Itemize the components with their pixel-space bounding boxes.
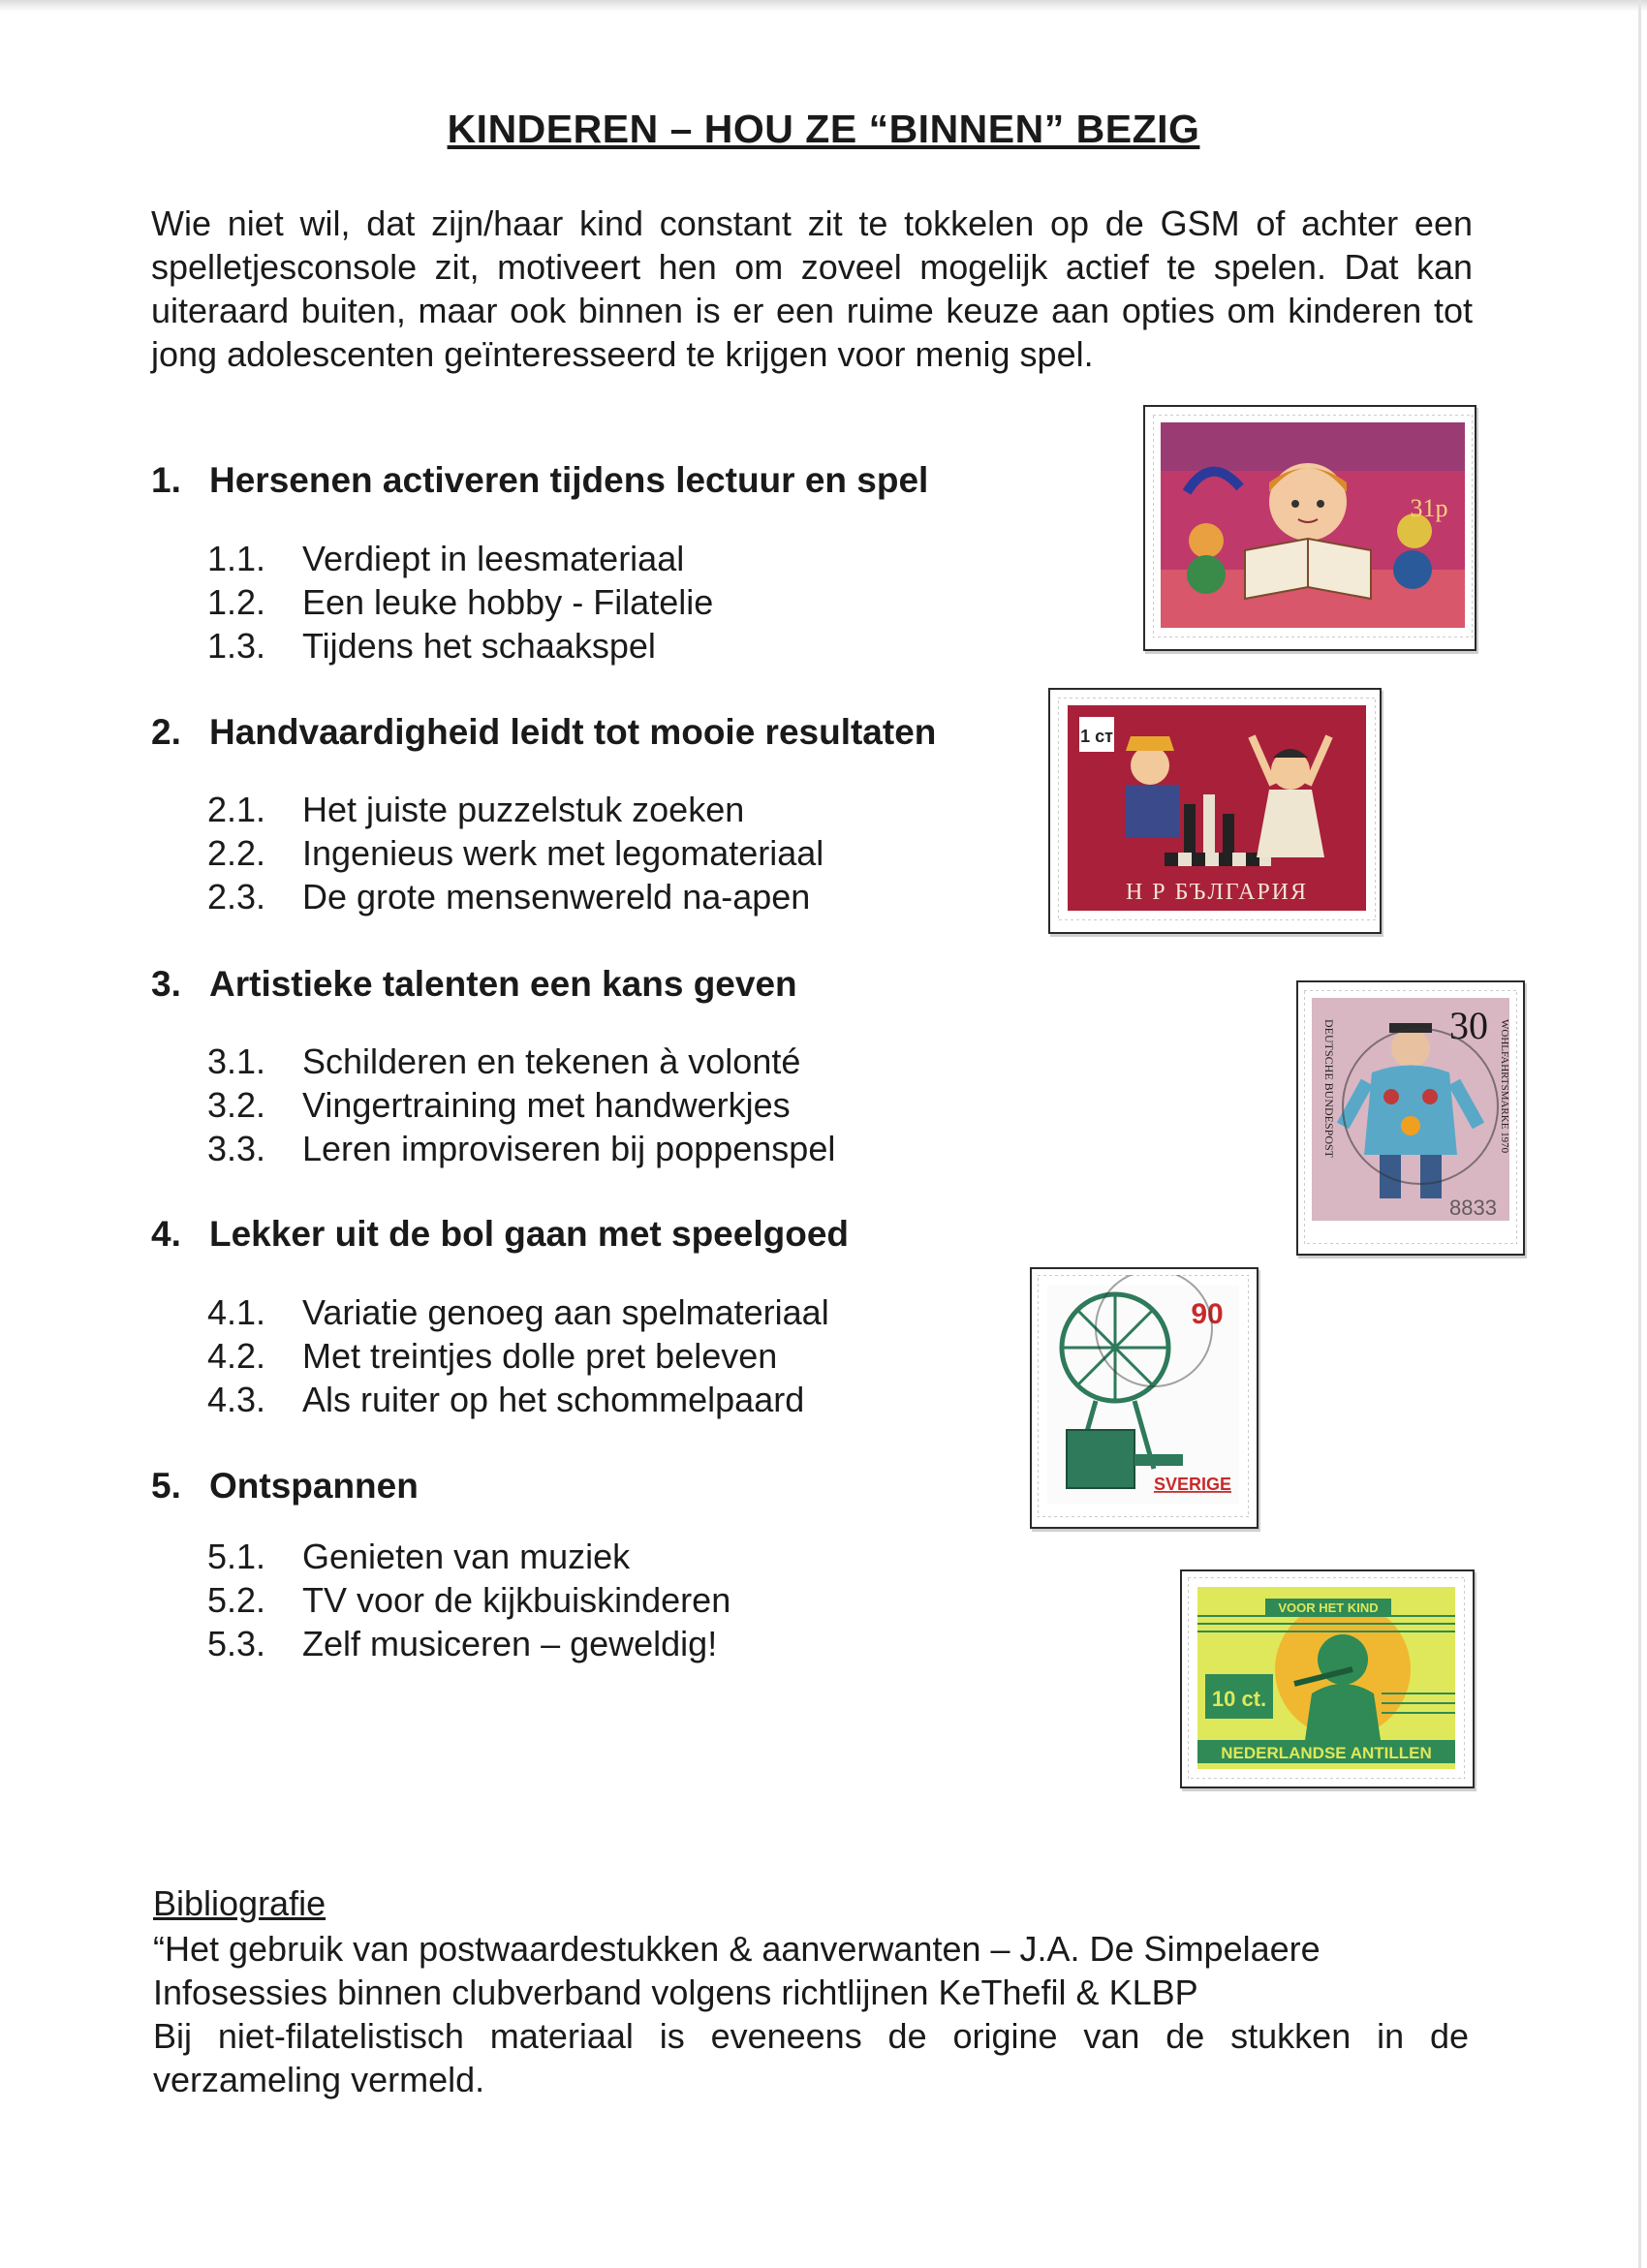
item-text: Met treintjes dolle pret beleven [302,1336,778,1376]
stamp-value: 31p [1410,494,1448,522]
list-item [207,1292,829,1333]
item-number: 1.1. [207,539,266,578]
stamp-caption: WOHLFAHRTSMARKE 1970 [1499,1019,1510,1154]
list-item [207,1085,791,1126]
section-heading-3 [151,964,797,1005]
stamp-artwork [1304,990,1517,1244]
stamp-value: 10 ct. [1211,1687,1267,1711]
item-text: Genieten van muziek [302,1537,631,1576]
stamp-sweden [1030,1267,1259,1529]
stamp-netherlands-antilles [1180,1569,1475,1788]
item-number: 2.3. [207,877,266,917]
list-item [207,582,713,623]
item-text: Als ruiter op het schommelpaard [302,1380,805,1419]
item-number: 4.1. [207,1292,266,1332]
bibliography-line: “Het gebruik van postwaardestukken & aanverwanten – J.A. De Simpelaere [153,1929,1321,1969]
scan-top-edge [0,0,1647,12]
item-number: 5.2. [207,1580,266,1620]
bibliography-line: verzameling vermeld. [153,2060,485,2099]
section-number: 3. [151,964,181,1004]
stamp-value: 90 [1191,1298,1224,1330]
list-item [207,1537,630,1577]
section-number: 1. [151,460,181,500]
list-item [207,539,684,579]
section-heading-5 [151,1466,419,1507]
item-number: 3.3. [207,1129,266,1168]
stamp-artwork [1188,1577,1465,1779]
stamp-germany [1296,980,1525,1256]
section-number: 5. [151,1466,181,1506]
stamp-artwork [1058,698,1376,920]
section-title: Lekker uit de bol gaan met speelgoed [209,1214,850,1254]
list-item [207,1624,717,1664]
section-heading-2 [151,712,936,753]
list-item [207,1380,804,1420]
item-text: Verdiept in leesmateriaal [302,539,685,578]
svg-text:8833: 8833 [1449,1196,1497,1220]
stamp-country: SVERIGE [1153,1475,1232,1494]
bibliography-line: Bij niet-filatelistisch materiaal is eveneens de origine van de stukken in de [153,2016,1469,2056]
list-item [207,1336,777,1377]
section-title: Handvaardigheid leidt tot mooie resultaten [209,712,937,752]
item-text: De grote mensenwereld na-apen [302,877,811,917]
item-number: 1.2. [207,582,266,622]
stamp-artwork [1153,415,1473,637]
item-number: 4.3. [207,1380,266,1419]
item-number: 1.3. [207,626,266,666]
list-item [207,626,656,667]
stamp-country: NEDERLANDSE ANTILLEN [1221,1744,1432,1762]
stamp-country: DEUTSCHE BUNDESPOST [1322,1019,1336,1159]
item-text: Een leuke hobby - Filatelie [302,582,714,622]
item-text: TV voor de kijkbuiskinderen [302,1580,731,1620]
scan-right-edge [1638,0,1641,2268]
item-text: Vingertraining met handwerkjes [302,1085,791,1125]
item-number: 5.3. [207,1624,266,1663]
section-number: 4. [151,1214,181,1254]
list-item [207,833,824,874]
item-text: Variatie genoeg aan spelmateriaal [302,1292,829,1332]
bibliography-line: Infosessies binnen clubverband volgens richtlijnen KeThefil & KLBP [153,1973,1198,2012]
section-title: Ontspannen [209,1466,419,1506]
item-text: Het juiste puzzelstuk zoeken [302,790,745,829]
section-title: Hersenen activeren tijdens lectuur en spel [209,460,929,500]
stamp-bulgaria [1048,688,1382,934]
section-heading-4 [151,1214,849,1255]
stamp-caption: VOOR HET KIND [1278,1600,1379,1615]
stamp-value: 30 [1449,1004,1488,1047]
page-title: KINDEREN – HOU ZE “BINNEN” BEZIG [447,107,1200,151]
stamp-great-britain [1143,405,1476,651]
item-text: Leren improviseren bij poppenspel [302,1129,836,1168]
item-text: Tijdens het schaakspel [302,626,656,666]
item-text: Schilderen en tekenen à volonté [302,1041,801,1081]
section-heading-1 [151,460,928,501]
section-title: Artistieke talenten een kans geven [209,964,797,1004]
stamp-country: Н Р БЪЛГАРИЯ [1125,880,1309,905]
intro-paragraph: Wie niet wil, dat zijn/haar kind constant zit te tokkelen op de GSM of achter een spelletjesconsole zit, motiveert hen om zoveel mogelijk actief te spelen. Dat kan uiteraard buiten, maar ook binnen is er een ruime keuze aan opties om kinderen tot jong adolescenten geïnteresseerd te krijgen voor menig spel. [151,203,1473,374]
item-text: Ingenieus werk met legomateriaal [302,833,824,873]
item-number: 4.2. [207,1336,266,1376]
item-number: 3.1. [207,1041,266,1081]
list-item [207,1041,800,1082]
section-number: 2. [151,712,181,752]
stamp-value: 1 ст [1080,727,1113,746]
item-number: 2.2. [207,833,266,873]
list-item [207,877,810,917]
item-number: 2.1. [207,790,266,829]
list-item [207,1580,730,1621]
list-item [207,790,744,830]
item-number: 5.1. [207,1537,266,1576]
item-text: Zelf musiceren – geweldig! [302,1624,718,1663]
bibliography-heading: Bibliografie [153,1883,326,1923]
item-number: 3.2. [207,1085,266,1125]
stamp-artwork [1038,1275,1249,1517]
list-item [207,1129,835,1169]
